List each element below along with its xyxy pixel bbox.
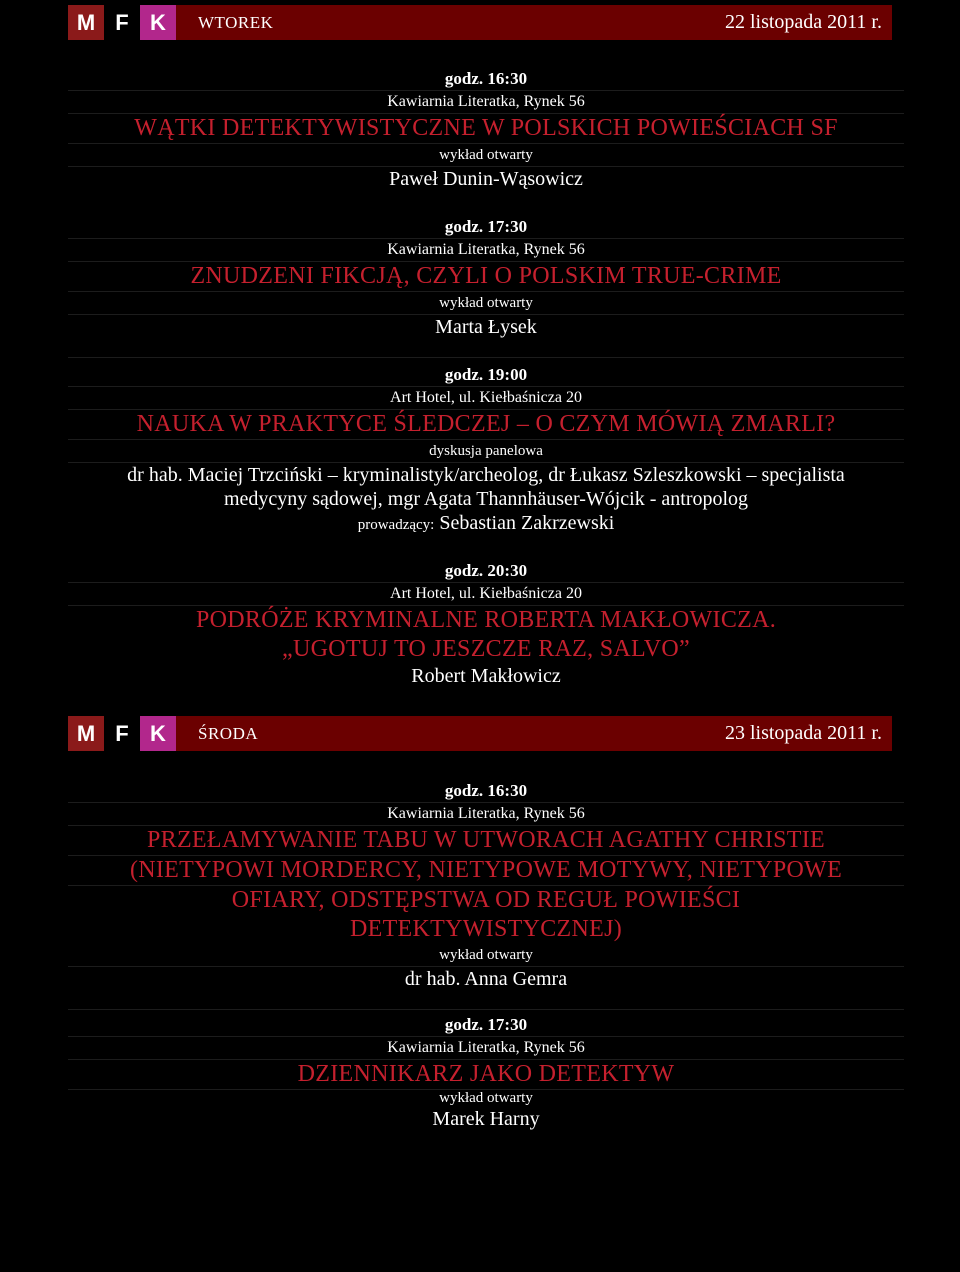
event-title: NAUKA W PRAKTYCE ŚLEDCZEJ – O CZYM MÓWIĄ ZMARLI?: [68, 410, 904, 440]
event-item: [68, 364, 904, 537]
event-participants-line-1: dr hab. Maciej Trzciński – kryminalistyk/archeolog, dr Łukasz Szleszkowski – specjalista: [127, 464, 845, 486]
moderator-label: prowadzący:: [357, 517, 435, 533]
day-name: ŚRODA: [198, 723, 259, 743]
event-person: Paweł Dunin-Wąsowicz: [389, 168, 583, 190]
event-person: Marek Harny: [432, 1108, 540, 1130]
event-place: Art Hotel, ul. Kiełbaśnicza 20: [68, 583, 904, 606]
event-moderator: [68, 511, 904, 537]
event-place: Kawiarnia Literatka, Rynek 56: [68, 91, 904, 114]
event-time: godz. 19:00: [68, 364, 904, 387]
mfk-logo: [68, 5, 176, 40]
moderator-name: Sebastian Zakrzewski: [439, 512, 615, 534]
logo-letter-f: F: [104, 716, 140, 751]
logo-letter-f: F: [104, 5, 140, 40]
day-name: WTOREK: [198, 12, 274, 32]
event-title-line-2: „UGOTUJ TO JESZCZE RAZ, SALVO”: [282, 636, 690, 662]
event-title: ZNUDZENI FIKCJĄ, CZYLI O POLSKIM TRUE-CRIME: [68, 262, 904, 292]
event-participants-line-2: medycyny sądowej, mgr Agata Thannhäuser-Wójcik - antropolog: [223, 488, 749, 510]
event-place: Art Hotel, ul. Kiełbaśnicza 20: [68, 387, 904, 410]
event-title: DZIENNIKARZ JAKO DETEKTYW: [68, 1060, 904, 1090]
event-title-line-1: PRZEŁAMYWANIE TABU W UTWORACH AGATHY CHRISTIE: [68, 826, 904, 856]
event-title: WĄTKI DETEKTYWISTYCZNE W POLSKICH POWIEŚCIACH SF: [68, 114, 904, 144]
day-date: 23 listopada 2011 r.: [724, 722, 882, 744]
event-type: wykład otwarty: [68, 292, 904, 315]
event-item: [68, 68, 904, 191]
event-title-line-2: (NIETYPOWI MORDERCY, NIETYPOWE MOTYWY, NIETYPOWE: [68, 856, 904, 886]
day-header-tuesday: [68, 5, 892, 40]
event-place: Kawiarnia Literatka, Rynek 56: [68, 239, 904, 262]
event-item: [68, 560, 904, 688]
event-type: wykład otwarty: [68, 144, 904, 167]
mfk-logo: [68, 716, 176, 751]
event-person: Marta Łysek: [68, 315, 904, 358]
logo-letter-m: M: [68, 716, 104, 751]
event-type: wykład otwarty: [439, 1090, 533, 1106]
event-time: godz. 17:30: [68, 216, 904, 239]
logo-letter-m: M: [68, 5, 104, 40]
event-type: dyskusja panelowa: [68, 440, 904, 463]
day-date: 22 listopada 2011 r.: [724, 11, 882, 33]
event-type: wykład otwarty: [68, 944, 904, 967]
event-item: [68, 216, 904, 358]
event-person: Robert Makłowicz: [411, 665, 561, 687]
logo-letter-k: K: [140, 716, 176, 751]
event-time: godz. 20:30: [68, 560, 904, 583]
event-title-line-4: DETEKTYWISTYCZNEJ): [349, 916, 622, 942]
event-place: Kawiarnia Literatka, Rynek 56: [68, 803, 904, 826]
event-title-line-3: OFIARY, ODSTĘPSTWA OD REGUŁ POWIEŚCI: [231, 887, 741, 913]
event-time: godz. 16:30: [68, 780, 904, 803]
event-person: dr hab. Anna Gemra: [68, 967, 904, 1010]
event-item: [68, 1014, 904, 1131]
event-title-line-1: PODRÓŻE KRYMINALNE ROBERTA MAKŁOWICZA.: [195, 607, 777, 633]
event-item: [68, 780, 904, 1010]
event-time: godz. 16:30: [68, 68, 904, 91]
event-time: godz. 17:30: [68, 1014, 904, 1037]
day-header-wednesday: [68, 716, 892, 751]
logo-letter-k: K: [140, 5, 176, 40]
event-place: Kawiarnia Literatka, Rynek 56: [68, 1037, 904, 1060]
